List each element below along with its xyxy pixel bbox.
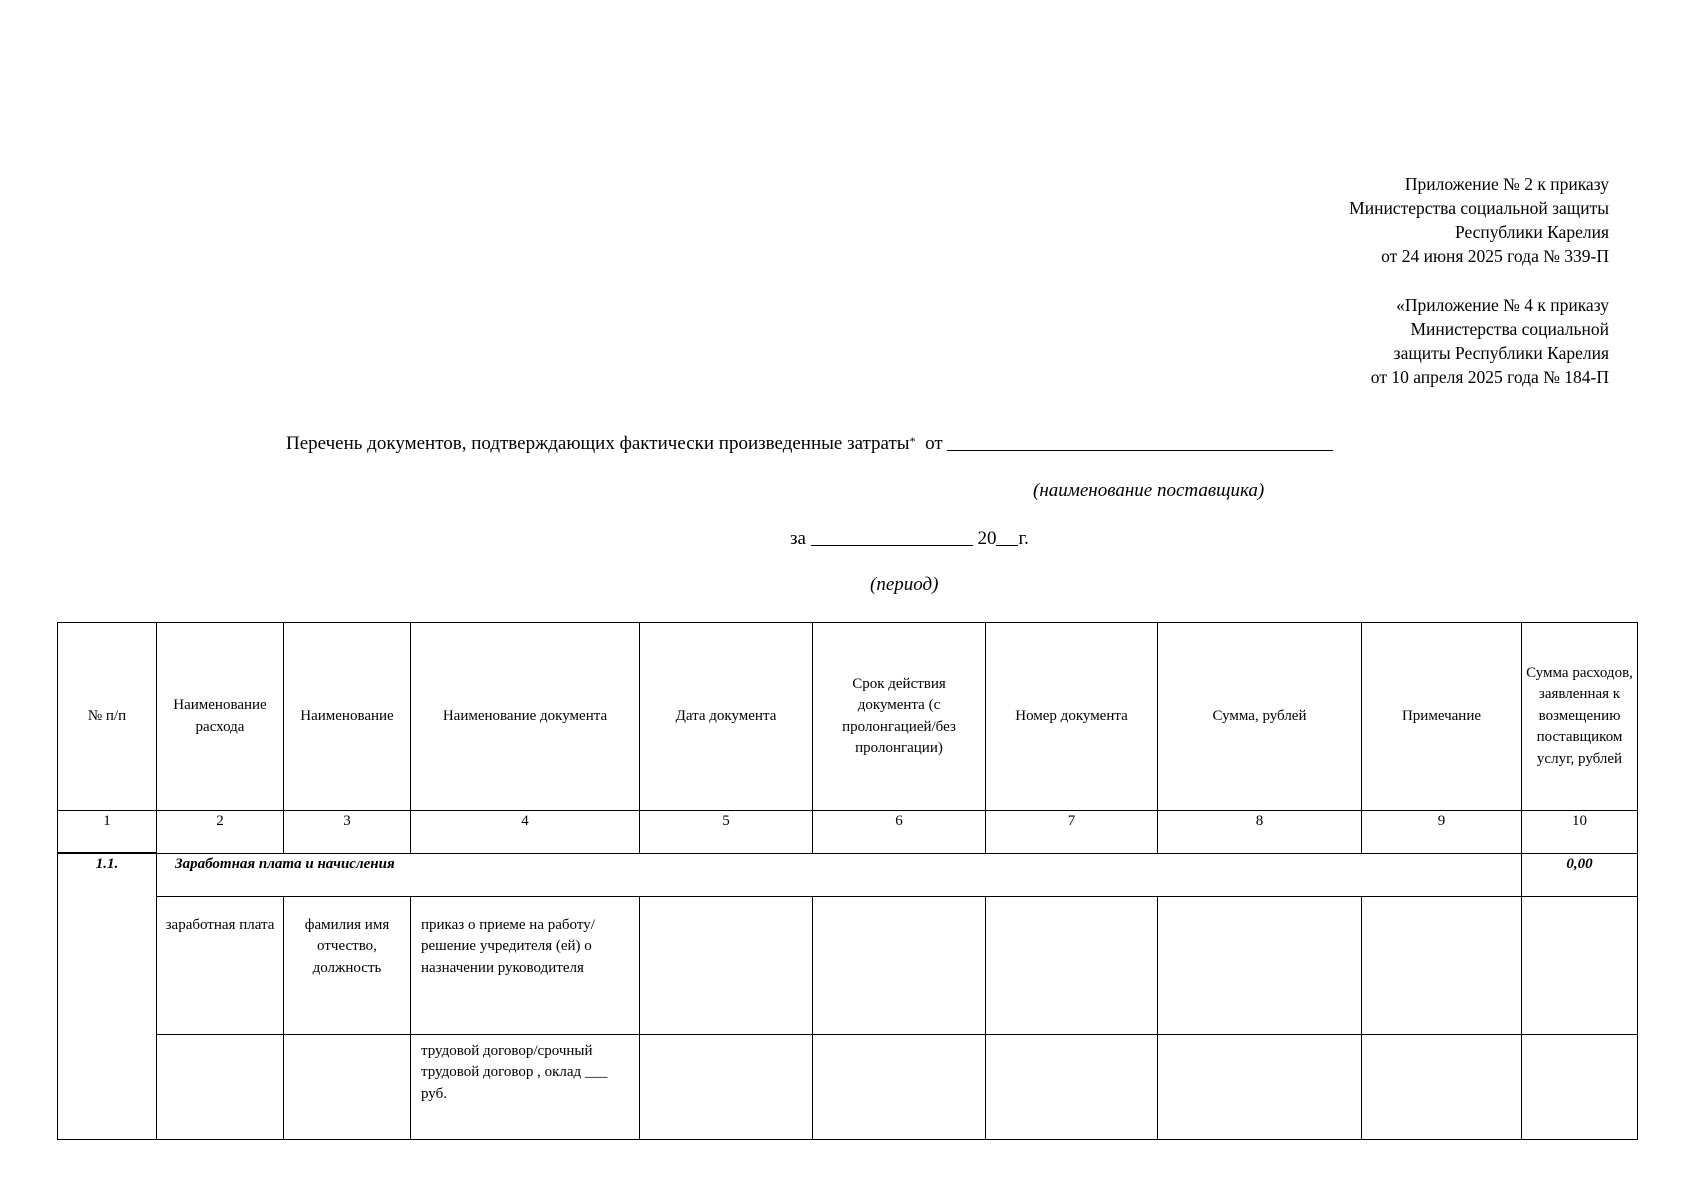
documents-table <box>57 622 1638 1140</box>
period-prefix: за <box>790 528 806 549</box>
appendix-header-line: от 10 апреля 2025 года № 184-П <box>1370 367 1609 387</box>
supplier-caption: (наименование поставщика) <box>1033 480 1265 501</box>
cell-expense[interactable]: заработная плата <box>157 896 284 1034</box>
column-number: 9 <box>1362 811 1522 854</box>
section-total[interactable]: 0,00 <box>1522 853 1638 896</box>
appendix-header-line: защиты Республики Карелия <box>1393 343 1609 363</box>
header-cell-document: Наименование документа <box>411 623 640 811</box>
appendix-header-line: от 24 июня 2025 года № 339-П <box>1381 246 1609 266</box>
section-row <box>58 853 1638 896</box>
header-cell-sum: Сумма, рублей <box>1158 623 1362 811</box>
header-cell-number: № п/п <box>58 623 157 811</box>
appendix-header-line: «Приложение № 4 к приказу <box>1396 295 1609 315</box>
cell-validity[interactable] <box>813 896 986 1034</box>
cell-document[interactable]: трудовой договор/срочный трудовой договор , оклад ___ руб. <box>411 1034 640 1139</box>
cell-note[interactable] <box>1362 896 1522 1034</box>
cell-validity[interactable] <box>813 1034 986 1139</box>
column-number: 4 <box>411 811 640 854</box>
cell-sum[interactable] <box>1158 896 1362 1034</box>
appendix-header-line: Приложение № 2 к приказу <box>1404 174 1609 194</box>
cell-sum[interactable] <box>1158 1034 1362 1139</box>
header-cell-validity: Срок действия документа (с пролонгацией/без пролонгации) <box>813 623 986 811</box>
cell-name[interactable] <box>284 1034 411 1139</box>
cell-doc-number[interactable] <box>986 896 1158 1034</box>
period-suffix: г. <box>1018 528 1029 549</box>
cell-expense[interactable] <box>157 1034 284 1139</box>
period-caption: (период) <box>870 574 939 595</box>
title-from: от <box>925 433 943 454</box>
column-number: 10 <box>1522 811 1638 854</box>
column-number: 1 <box>58 811 157 854</box>
section-title: Заработная плата и начисления <box>157 853 1522 896</box>
cell-date[interactable] <box>640 1034 813 1139</box>
appendix-header-2 <box>1371 293 1609 389</box>
header-cell-claimed-sum: Сумма расходов, заявленная к возмещению поставщиком услуг, рублей <box>1522 623 1638 811</box>
column-number: 2 <box>157 811 284 854</box>
footnote-mark: * <box>909 434 916 448</box>
cell-document[interactable]: приказ о приеме на работу/ решение учредителя (ей) о назначении руководителя <box>411 896 640 1034</box>
appendix-header-line: Министерства социальной <box>1410 319 1609 339</box>
header-cell-expense: Наименование расхода <box>157 623 284 811</box>
document-title <box>286 432 1333 455</box>
cell-claimed-sum[interactable] <box>1522 1034 1638 1139</box>
cell-note[interactable] <box>1362 1034 1522 1139</box>
column-number: 7 <box>986 811 1158 854</box>
period-year-prefix: 20 <box>977 528 997 549</box>
table-row <box>58 896 1638 1034</box>
header-cell-date: Дата документа <box>640 623 813 811</box>
column-number: 8 <box>1158 811 1362 854</box>
appendix-header-line: Республики Карелия <box>1454 222 1609 242</box>
header-cell-doc-number: Номер документа <box>986 623 1158 811</box>
title-text: Перечень документов, подтверждающих фактически произведенные затраты <box>286 433 910 454</box>
period-line <box>790 527 1029 550</box>
header-cell-name: Наименование <box>284 623 411 811</box>
header-cell-note: Примечание <box>1362 623 1522 811</box>
cell-name[interactable]: фамилия имя отчество, должность <box>284 896 411 1034</box>
cell-date[interactable] <box>640 896 813 1034</box>
supplier-blank-line[interactable] <box>947 432 1333 451</box>
column-number: 5 <box>640 811 813 854</box>
year-blank-line[interactable] <box>996 527 1018 546</box>
table-row <box>58 1034 1638 1139</box>
cell-claimed-sum[interactable] <box>1522 896 1638 1034</box>
column-number: 3 <box>284 811 411 854</box>
section-number: 1.1. <box>58 853 157 1139</box>
cell-doc-number[interactable] <box>986 1034 1158 1139</box>
table-header-row <box>58 623 1638 811</box>
appendix-header-1 <box>1349 172 1609 268</box>
column-number: 6 <box>813 811 986 854</box>
appendix-header-line: Министерства социальной защиты <box>1349 198 1609 218</box>
column-number-row <box>58 811 1638 854</box>
period-blank-line[interactable] <box>811 527 973 546</box>
